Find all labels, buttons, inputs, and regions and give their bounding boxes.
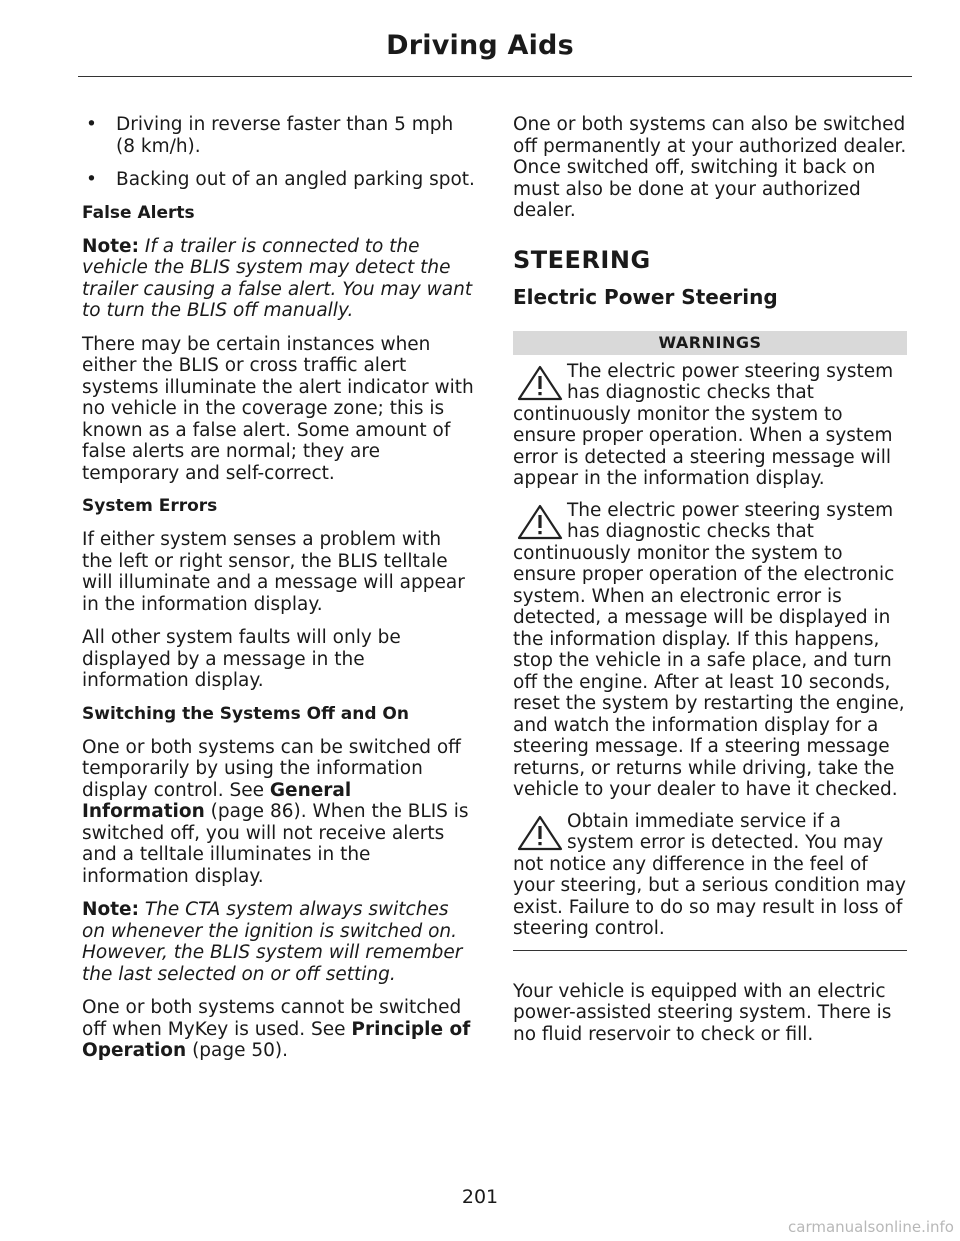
list-item-text: Backing out of an angled parking spot. bbox=[116, 169, 475, 190]
header-divider bbox=[78, 76, 912, 77]
paragraph: One or both systems can also be switched off permanently at your authorized dealer. Once switched off, switching it back on must also be done at your authorized dealer. bbox=[513, 114, 907, 221]
warning-triangle-icon bbox=[513, 813, 567, 853]
note-false-alerts bbox=[82, 236, 476, 322]
text-run: One or both systems can be switched off temporarily by using the information display control. See bbox=[82, 736, 461, 801]
note-text: If a trailer is connected to the vehicle the BLIS system may detect the trailer causing a false alert. You may want to turn the BLIS off manually. bbox=[82, 235, 473, 321]
warnings-header: WARNINGS bbox=[513, 331, 907, 355]
list-item bbox=[82, 114, 476, 157]
text-run: (page 86). When the BLIS is switched off, you will not receive alerts and a telltale illuminates in the information display. bbox=[82, 801, 469, 887]
paragraph bbox=[82, 737, 476, 888]
note-cta bbox=[82, 899, 476, 985]
warning-triangle-icon bbox=[513, 363, 567, 403]
page-title: Driving Aids bbox=[386, 30, 574, 61]
left-column bbox=[82, 114, 476, 1074]
warnings-end-divider bbox=[513, 950, 907, 951]
note-label: Note: bbox=[82, 899, 139, 920]
right-column bbox=[513, 114, 907, 1057]
bullet-marker: • bbox=[86, 114, 97, 135]
warning-text: Obtain immediate service if a system error is detected. You may not notice any difference in the feel of your steering, but a serious condition may exist. Failure to do so may result in loss of steering control. bbox=[513, 810, 906, 939]
paragraph: There may be certain instances when either the BLIS or cross traffic alert systems illuminate the alert indicator with no vehicle in the coverage zone; this is known as a false alert. Some amount of false alerts are normal; they are temporary and self-correct. bbox=[82, 333, 474, 484]
heading-switching: Switching the Systems Off and On bbox=[82, 703, 409, 724]
warning-text: The electric power steering system has diagnostic checks that continuously monitor the system to ensure proper operation of the electronic system. When an electronic error is detected, a message will be displayed in the information display. If this happens, stop the vehicle in a safe place, and turn off the engine. After at least 10 seconds, reset the system by restarting the engine, and watch the information display for a steering message. If a steering message returns, or returns while driving, take the vehicle to your dealer to have it checked. bbox=[513, 499, 905, 800]
paragraph: If either system senses a problem with the left or right sensor, the BLIS telltale will illuminate and a message will appear in the information display. bbox=[82, 529, 465, 615]
paragraph: All other system faults will only be displayed by a message in the information display. bbox=[82, 627, 401, 691]
warning-triangle-icon bbox=[513, 502, 567, 542]
heading-false-alerts: False Alerts bbox=[82, 202, 195, 223]
warning-item bbox=[513, 361, 907, 490]
section-title: STEERING bbox=[513, 245, 651, 274]
page-number: 201 bbox=[461, 1186, 499, 1208]
text-run: One or both systems cannot be switched off when MyKey is used. See bbox=[82, 997, 462, 1040]
list-item bbox=[82, 169, 476, 191]
note-text: The CTA system always switches on whenever the ignition is switched on. However, the BLIS system will remember the last selected on or off setting. bbox=[82, 899, 463, 985]
list-item-text: Driving in reverse faster than 5 mph (8 km/h). bbox=[116, 114, 454, 157]
subsection-title: Electric Power Steering bbox=[513, 285, 778, 309]
warning-item bbox=[513, 811, 907, 940]
cross-reference-general-information[interactable]: General Information bbox=[82, 779, 352, 822]
paragraph: Your vehicle is equipped with an electric power-assisted steering system. There is no fluid reservoir to check or fill. bbox=[513, 980, 892, 1045]
heading-system-errors: System Errors bbox=[82, 496, 218, 516]
text-run: (page 50). bbox=[186, 1040, 289, 1061]
bullet-marker: • bbox=[86, 169, 97, 190]
warning-item bbox=[513, 500, 907, 801]
paragraph bbox=[82, 997, 476, 1062]
note-label: Note: bbox=[82, 235, 139, 257]
warning-text: The electric power steering system has diagnostic checks that continuously monitor the system to ensure proper operation. When a system error is detected a steering message will appear in the information display. bbox=[513, 360, 894, 489]
cross-reference-principle-of-operation[interactable]: Principle of Operation bbox=[82, 1018, 471, 1061]
watermark: carmanualsonline.info bbox=[788, 1218, 954, 1236]
